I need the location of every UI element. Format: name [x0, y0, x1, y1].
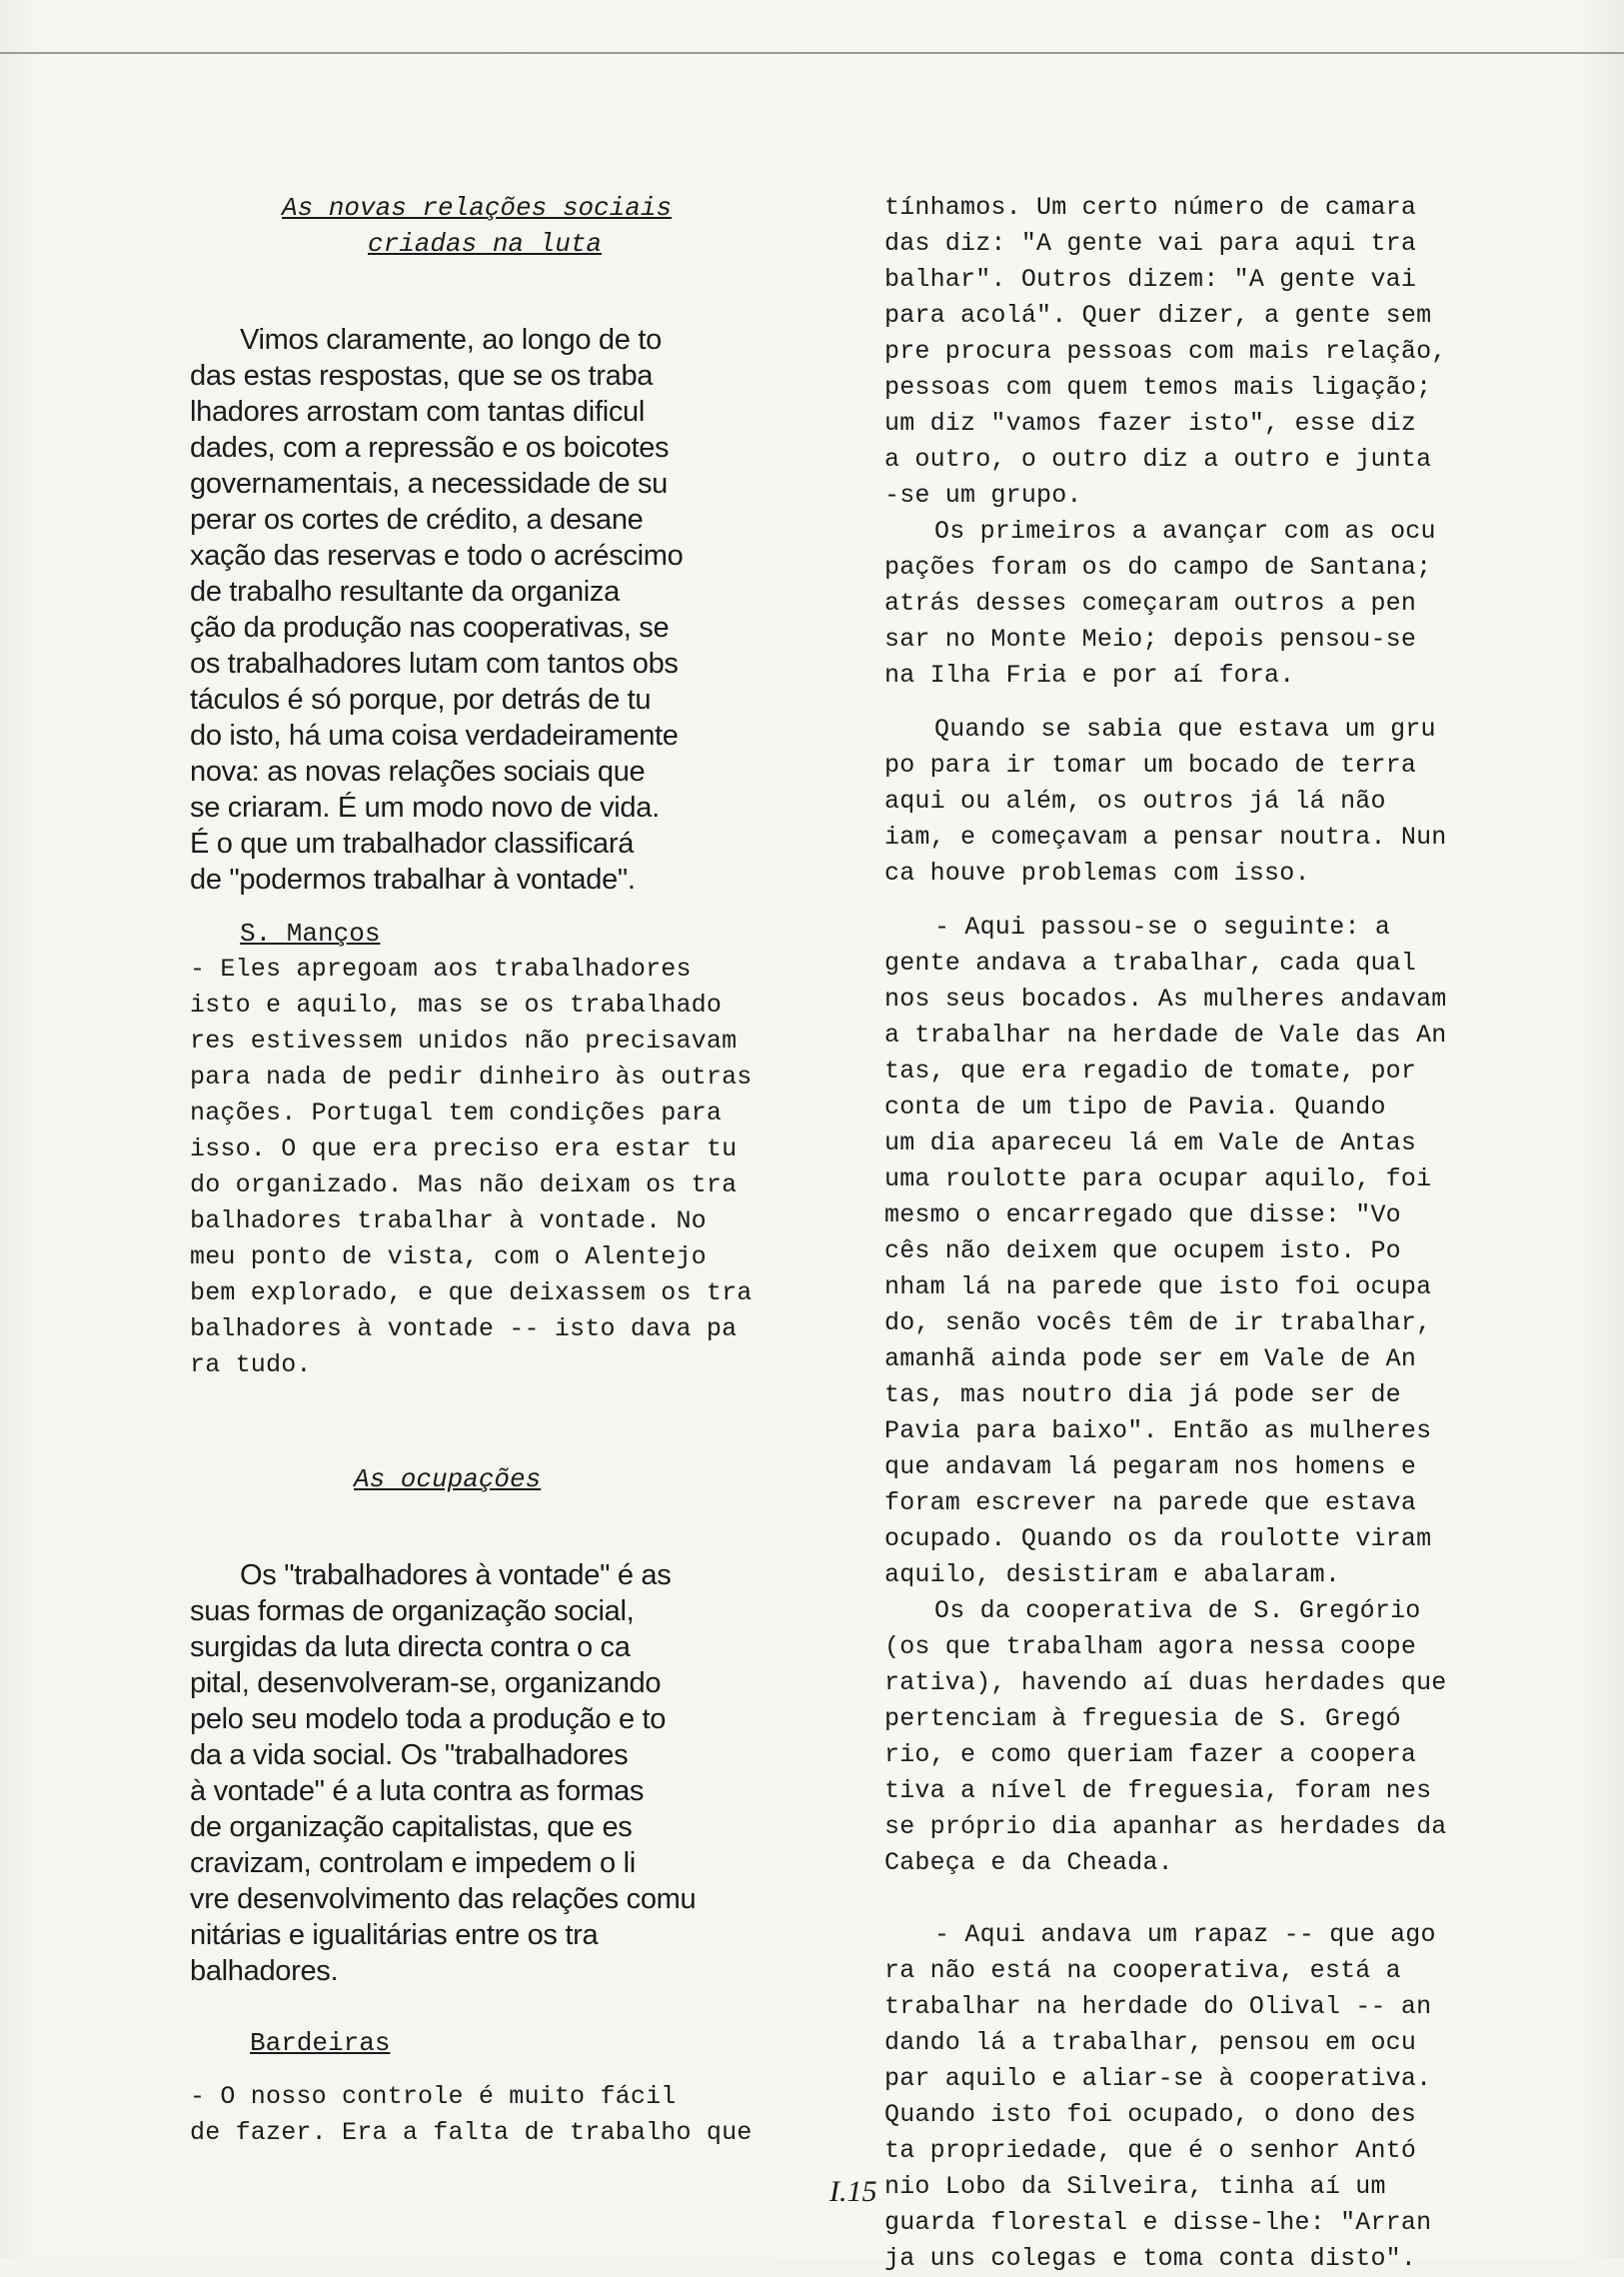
text-line: res estivessem unidos não precisavam — [190, 1027, 738, 1056]
right-paragraph-3 — [884, 712, 1524, 892]
text-line: guarda florestal e disse-lhe: "Arran — [884, 2208, 1432, 2237]
text-line: cês não deixem que ocupem isto. Po — [884, 1236, 1401, 1265]
text-line: tas, mas noutro dia já pode ser de — [884, 1380, 1401, 1409]
text-line: Vimos claramente, ao longo de to — [240, 324, 662, 356]
text-line: do isto, há uma coisa verdadeiramente — [190, 720, 679, 752]
text-line: Pavia para baixo". Então as mulheres — [884, 1416, 1432, 1445]
subheading-bardeiras: Bardeiras — [250, 2028, 391, 2058]
text-line: trabalhar na herdade do Olival -- an — [884, 1992, 1432, 2021]
text-line: para nada de pedir dinheiro às outras — [190, 1063, 753, 1092]
text-line: Quando isto foi ocupado, o dono des — [884, 2100, 1417, 2129]
text-line: rativa), havendo aí duas herdades que — [884, 1668, 1447, 1697]
text-line: ta propriedade, que é o senhor Antó — [884, 2136, 1417, 2165]
text-line: na Ilha Fria e por aí fora. — [884, 661, 1295, 690]
text-line: nitárias e igualitárias entre os tra — [190, 1919, 599, 1951]
text-line: de "podermos trabalhar à vontade". — [190, 864, 636, 896]
text-line: ca houve problemas com isso. — [884, 859, 1310, 888]
text-line: lhadores arrostam com tantas dificul — [190, 396, 646, 428]
right-column — [884, 190, 1524, 2277]
text-line: do organizado. Mas não deixam os tra — [190, 1170, 738, 1199]
right-paragraph-5 — [884, 1593, 1524, 1881]
subheading-sao-mancos: S. Manços — [240, 919, 381, 949]
text-line: - Aqui passou-se o seguinte: a — [934, 913, 1391, 942]
page-number: I.15 — [829, 2175, 877, 2208]
right-paragraph-1 — [884, 190, 1524, 514]
text-line: conta de um tipo de Pavia. Quando — [884, 1093, 1386, 1122]
text-line: rio, e como queriam fazer a coopera — [884, 1740, 1417, 1769]
text-line: tas, que era regadio de tomate, por — [884, 1057, 1417, 1086]
left-column — [190, 190, 829, 2151]
text-line: nos seus bocados. As mulheres andavam — [884, 985, 1447, 1014]
text-line: pessoas com quem temos mais ligação; — [884, 373, 1432, 402]
text-line: Quando se sabia que estava um gru — [934, 715, 1436, 744]
text-line: do, senão vocês têm de ir trabalhar, — [884, 1308, 1432, 1337]
text-line: isso. O que era preciso era estar tu — [190, 1135, 738, 1163]
right-paragraph-4 — [884, 910, 1524, 1593]
text-line: aqui ou além, os outros já lá não — [884, 787, 1386, 816]
text-line: Os da cooperativa de S. Gregório — [934, 1596, 1421, 1625]
text-line: - O nosso controle é muito fácil — [190, 2082, 677, 2111]
text-line: nações. Portugal tem condições para — [190, 1099, 723, 1128]
text-line: (os que trabalham agora nessa coope — [884, 1632, 1417, 1661]
text-line: se próprio dia apanhar as herdades da — [884, 1812, 1447, 1841]
text-line: ja uns colegas e toma conta disto". — [884, 2244, 1417, 2273]
text-line: pital, desenvolveram-se, organizando — [190, 1667, 662, 1699]
text-line: Os "trabalhadores à vontade" é as — [240, 1559, 672, 1591]
text-line: Os primeiros a avançar com as ocu — [934, 517, 1436, 546]
text-line: balhadores trabalhar à vontade. No — [190, 1206, 707, 1235]
text-line: meu ponto de vista, com o Alentejo — [190, 1242, 707, 1271]
text-line: tínhamos. Um certo número de camara — [884, 193, 1417, 222]
text-line: balhadores. — [190, 1955, 339, 1987]
text-line: sar no Monte Meio; depois pensou-se — [884, 625, 1417, 654]
text-line: bem explorado, e que deixassem os tra — [190, 1278, 753, 1307]
text-line: táculos é só porque, por detrás de tu — [190, 684, 652, 716]
text-line: iam, e começavam a pensar noutra. Nun — [884, 823, 1447, 852]
intro-paragraph — [190, 322, 829, 898]
text-line: par aquilo e aliar-se à cooperativa. — [884, 2064, 1432, 2093]
heading-line-2: criadas na luta — [368, 229, 603, 259]
text-line: pelo seu modelo toda a produção e to — [190, 1703, 667, 1735]
text-line: um dia apareceu lá em Vale de Antas — [884, 1129, 1417, 1157]
text-line: os trabalhadores lutam com tantos obs — [190, 648, 679, 680]
text-line: - Eles apregoam aos trabalhadores — [190, 955, 692, 984]
text-line: dando lá a trabalhar, pensou em ocu — [884, 2028, 1417, 2057]
text-line: mesmo o encarregado que disse: "Vo — [884, 1200, 1401, 1229]
subheading-ocupacoes: As ocupações — [354, 1464, 542, 1494]
text-line: ra tudo. — [190, 1350, 312, 1379]
text-line: balhar". Outros dizem: "A gente vai — [884, 265, 1417, 294]
text-line: Cabeça e da Cheada. — [884, 1848, 1173, 1877]
text-line: po para ir tomar um bocado de terra — [884, 751, 1417, 780]
text-line: cravizam, controlam e impedem o li — [190, 1847, 636, 1879]
text-line: nio Lobo da Silveira, tinha aí um — [884, 2172, 1386, 2201]
text-line: ocupado. Quando os da roulotte viram — [884, 1524, 1432, 1553]
text-line: amanhã ainda pode ser em Vale de An — [884, 1344, 1417, 1373]
text-line: perar os cortes de crédito, a desane — [190, 504, 644, 536]
text-line: ção da produção nas cooperativas, se — [190, 612, 670, 644]
text-line: surgidas da luta directa contra o ca — [190, 1631, 631, 1663]
text-line: ra não está na cooperativa, está a — [884, 1956, 1401, 1985]
text-line: atrás desses começaram outros a pen — [884, 589, 1417, 618]
right-paragraph-6 — [884, 1917, 1524, 2277]
text-line: É o que um trabalhador classificará — [190, 828, 635, 860]
text-line: da a vida social. Os "trabalhadores — [190, 1739, 629, 1771]
text-line: gente andava a trabalhar, cada qual — [884, 949, 1417, 978]
text-line: aquilo, desistiram e abalaram. — [884, 1560, 1341, 1589]
right-paragraph-2 — [884, 514, 1524, 694]
text-line: tiva a nível de freguesia, foram nes — [884, 1776, 1432, 1805]
text-line: suas formas de organização social, — [190, 1595, 635, 1627]
text-line: pre procura pessoas com mais relação, — [884, 337, 1447, 366]
ocupacoes-paragraph — [190, 1557, 829, 1989]
text-line: para acolá". Quer dizer, a gente sem — [884, 301, 1432, 330]
text-line: governamentais, a necessidade de su — [190, 468, 668, 500]
text-line: a outro, o outro diz a outro e junta — [884, 445, 1432, 474]
text-line: se criaram. É um modo novo de vida. — [190, 792, 660, 824]
text-line: vre desenvolvimento das relações comu — [190, 1883, 697, 1915]
text-line: isto e aquilo, mas se os trabalhado — [190, 991, 723, 1020]
text-line: -se um grupo. — [884, 481, 1082, 510]
text-line: que andavam lá pegaram nos homens e — [884, 1452, 1417, 1481]
text-line: à vontade" é a luta contra as formas — [190, 1775, 645, 1807]
scan-edge-line — [0, 52, 1624, 54]
bardeiras-paragraph — [190, 2079, 829, 2151]
text-line: nham lá na parede que isto foi ocupa — [884, 1272, 1432, 1301]
text-line: a trabalhar na herdade de Vale das An — [884, 1021, 1447, 1050]
text-line: pações foram os do campo de Santana; — [884, 553, 1432, 582]
text-line: um diz "vamos fazer isto", esse diz — [884, 409, 1417, 438]
text-line: dades, com a repressão e os boicotes — [190, 432, 670, 464]
text-line: foram escrever na parede que estava — [884, 1488, 1417, 1517]
text-line: de fazer. Era a falta de trabalho que — [190, 2118, 753, 2147]
text-line: das diz: "A gente vai para aqui tra — [884, 229, 1417, 258]
text-line: xação das reservas e todo o acréscimo — [190, 540, 684, 572]
text-line: balhadores à vontade -- isto dava pa — [190, 1314, 738, 1343]
text-line: nova: as novas relações sociais que — [190, 756, 646, 788]
text-line: de organização capitalistas, que es — [190, 1811, 633, 1843]
text-line: das estas respostas, que se os traba — [190, 360, 654, 392]
text-line: uma roulotte para ocupar aquilo, foi — [884, 1164, 1432, 1193]
text-line: de trabalho resultante da organiza — [190, 576, 620, 608]
text-line: - Aqui andava um rapaz -- que ago — [934, 1920, 1436, 1949]
text-line: pertenciam à freguesia de S. Gregó — [884, 1704, 1401, 1733]
section-heading-new-relations — [190, 190, 829, 262]
heading-line-1: As novas relações sociais — [282, 193, 673, 223]
sao-mancos-paragraph — [190, 952, 829, 1383]
